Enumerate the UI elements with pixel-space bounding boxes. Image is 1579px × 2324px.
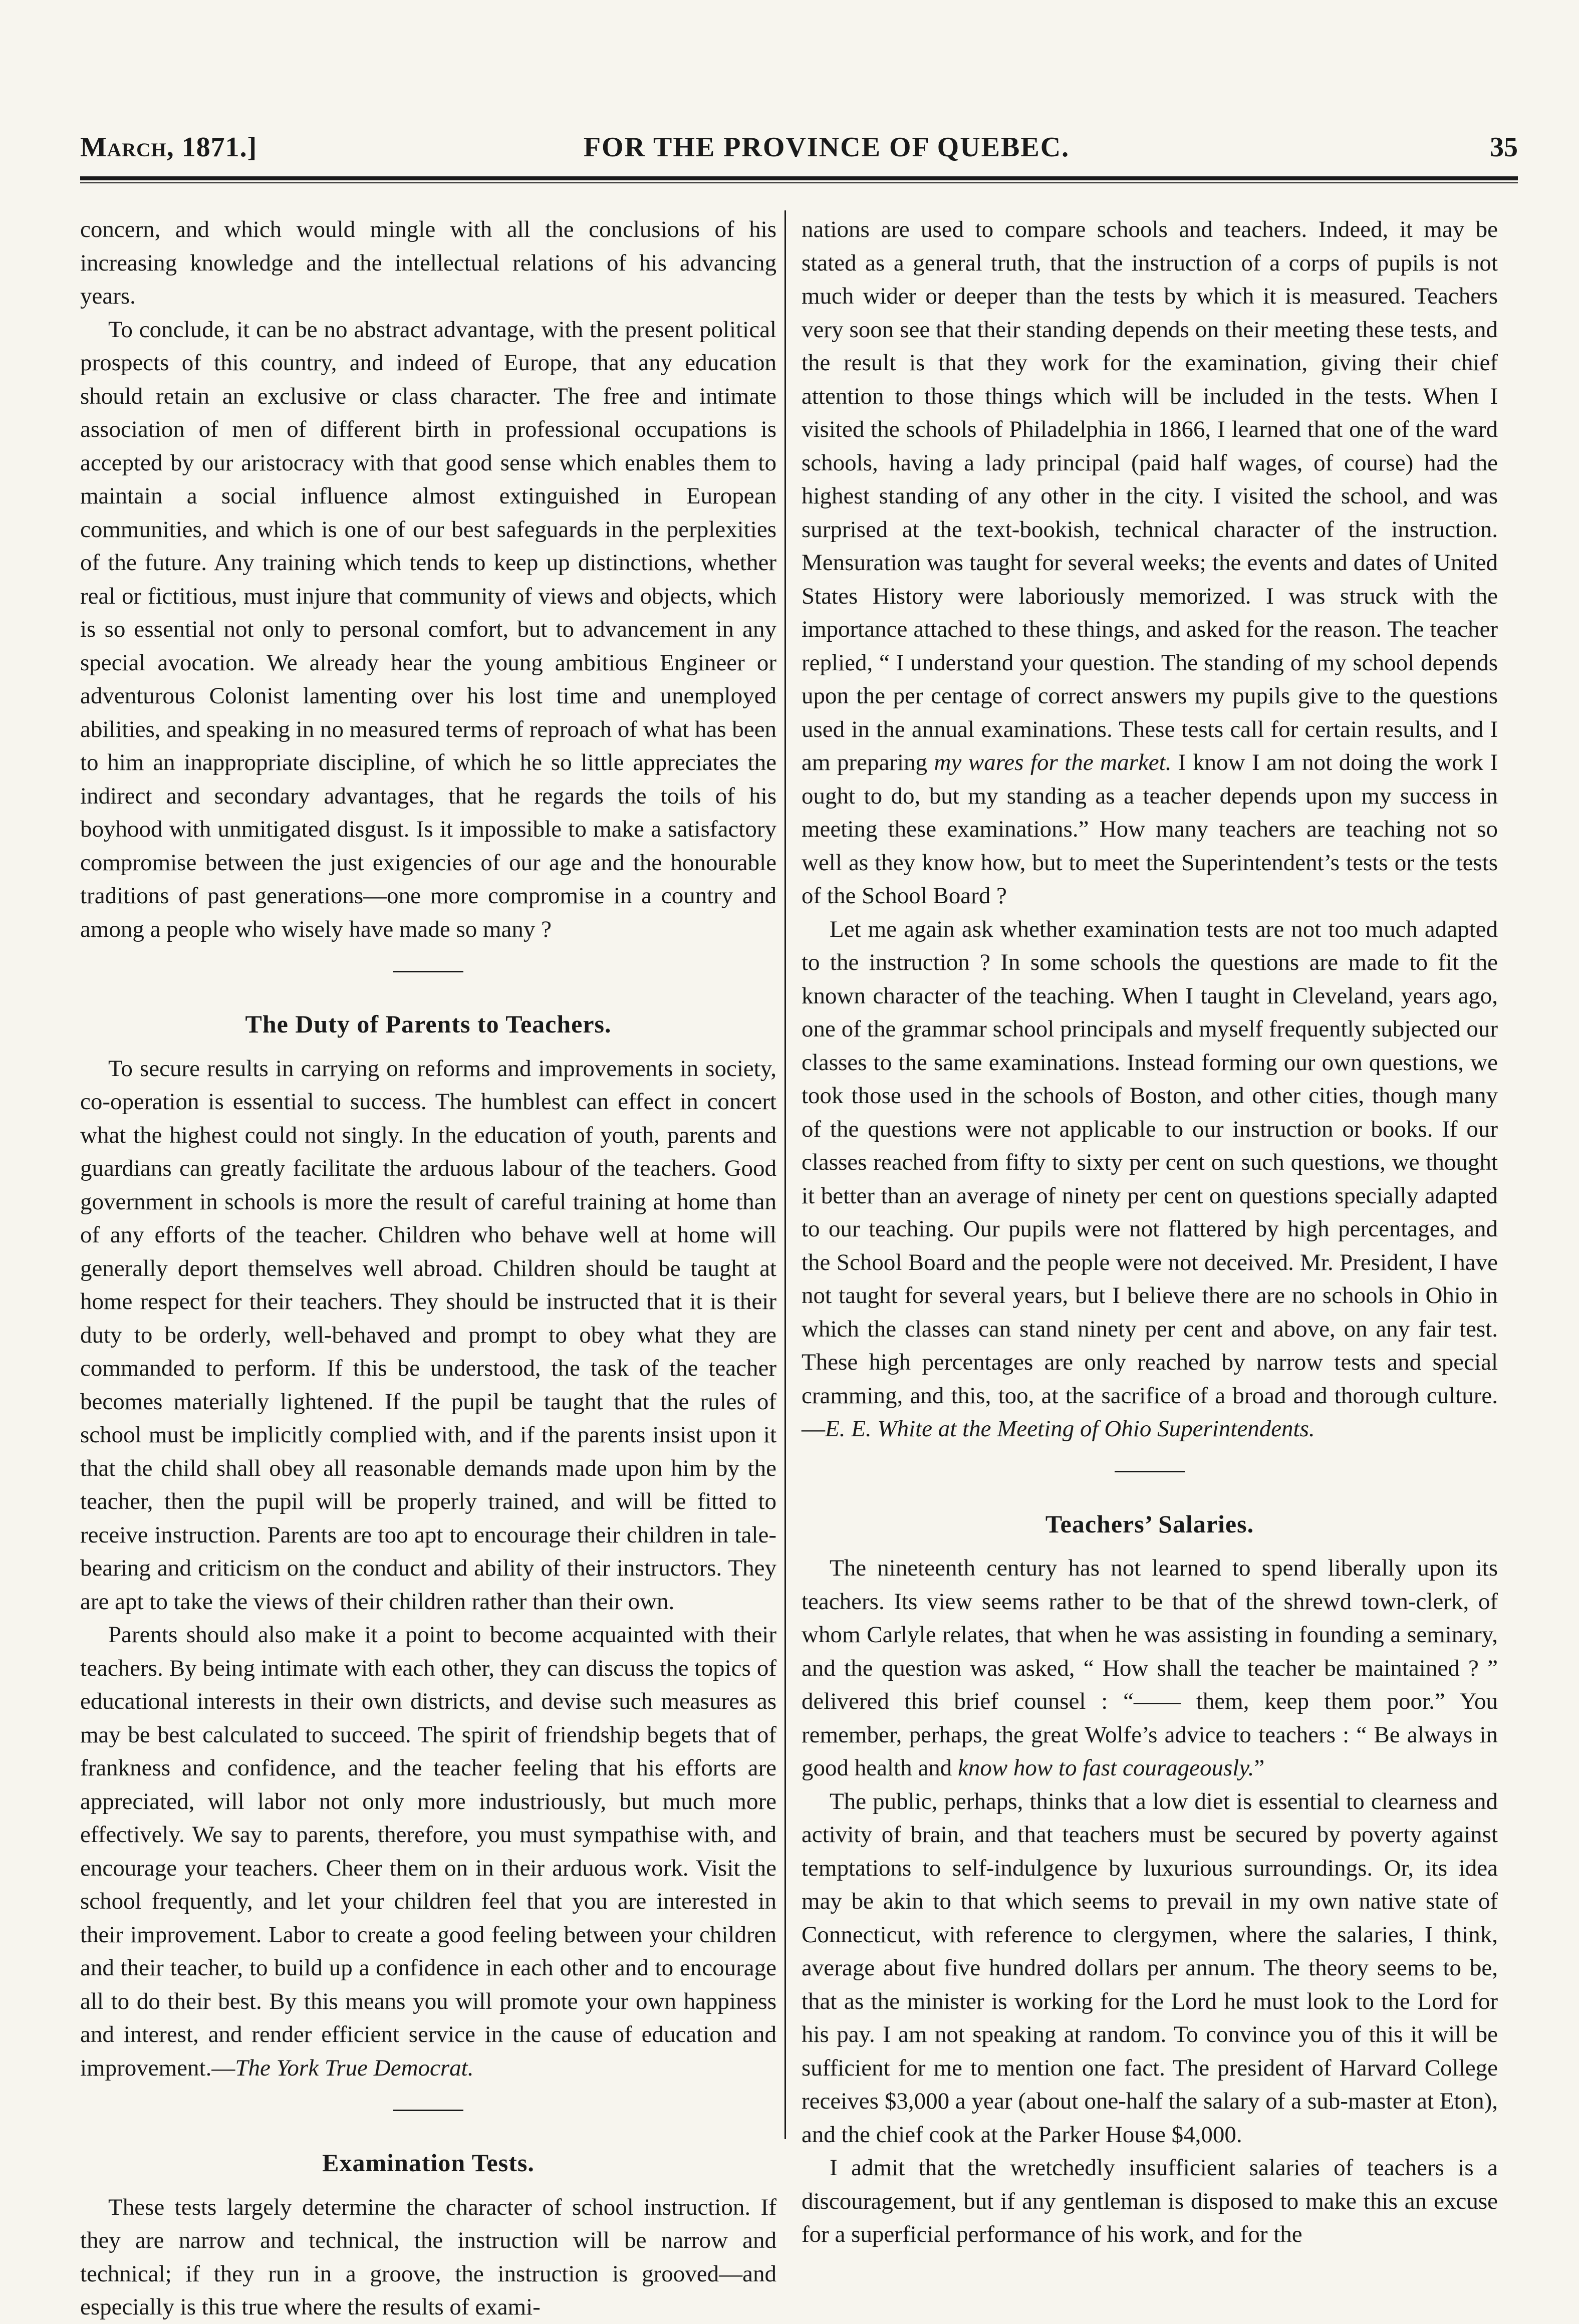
salaries-paragraph-2: The public, perhaps, thinks that a low diet is essential to clearness and activity of brain, and that teachers must be secured by poverty against temptations to self-indulgence by luxurious surroundings. Or, its idea may be akin to that which seems to prevail in my own native state of Connecticut, with reference to clergymen, where the salaries, I think, average about five hundred dollars per annum. The theory seems to be, that as the minister is working for the Lord he must look to the Lord for his pay. I am not speaking at random. To convince you of this it will be sufficient for me to mention one fact. The president of Harvard College receives $3,000 a year (about one-half the salary of a sub-master at Eton), and the chief cook at the Parker House $4,000. [802,1788,1498,2148]
right-column [802,213,1498,2247]
exam-continued-paragraph-2-text: Let me again ask whether examination tests are not too much adapted to the instruction ? In some schools the questions are made to fit the known character of the teaching. When I taught in Cleveland, years ago, one of the grammar school principals and myself frequently subjected our classes to the same examinations. Instead forming our own questions, we took those used in the schools of Boston, and other cities, though many of the questions were not applicable to our instruction or books. If our classes reached from fifty to sixty per cent on such questions, we thought it better than an average of ninety per cent on questions specially adapted to our teaching. Our pupils were not flattered by high percentages, and the School Board and the people were not deceived. Mr. President, I have not taught for several years, but I believe there are no schools in Ohio in which the classes can stand ninety per cent and above, on any fair test. These high percentages are only reached by narrow tests and special cramming, and this, too, at the sacrifice of a broad and thorough culture.— [802,916,1498,1442]
salaries-article-heading: Teachers’ Salaries. [1045,1509,1254,1538]
salaries-paragraph-1 [802,1552,1498,1785]
header-rule-thin [80,182,1518,183]
exam-continued-text-b: I know I am not doing the work I ought to do, but my standing as a teacher depends upon my success in meeting these examinations.” How many teachers are teaching not so well as they know how, but to meet the Superintendent’s tests or the tests of the School Board ? [802,749,1498,909]
page-number: 35 [1490,132,1518,163]
salaries-italic: know how to fast courageously. [957,1755,1254,1781]
salaries-paragraph-3: I admit that the wretchedly insufficient salaries of teachers is a discouragement, but if any gentleman is disposed to make this an excuse for a superficial performance of his work, and for the [802,2155,1498,2247]
section-separator [1115,1471,1185,1472]
opening-paragraph-1: concern, and which would mingle with all the conclusions of his increasing knowledge and the intellectual relations of his advancing years. [80,216,776,309]
exam-continued-text-a: nations are used to compare schools and teachers. Indeed, it may be stated as a general truth, that the instruction of a corps of pupils is not much wider or deeper than the tests by which it is measured. Teachers very soon see that their standing depends on their meeting these tests, and the result is that they work for the examination, giving their chief attention to those things which will be included in the tests. When I visited the schools of Philadelphia in 1866, I learned that one of the ward schools, having a lady principal (paid half wages, of course) had the highest standing of any other in the city. I visited the school, and was surprised at the text-bookish, technical character of the instruction. Mensuration was taught for several weeks; the events and dates of United States History were laboriously memorized. I was struck with the importance attached to these things, and asked for the reason. The teacher replied, “ I understand your question. The standing of my school depends upon the per centage of correct answers my pupils give to the questions used in the annual examinations. These tests call for certain results, and I am preparing [802,216,1498,776]
section-separator [393,971,463,972]
exam-continued-italic: my wares for the market. [934,749,1172,776]
duty-paragraph-1: To secure results in carrying on reforms and improvements in society, co-operation is essential to success. The humblest can effect in concert what the highest could not singly. In the education of youth, parents and guardians can greatly facilitate the arduous labour of the teachers. Good government in schools is more the result of careful training at home than of any efforts of the teacher. Children who behave well at home will generally deport themselves well abroad. Children should be taught at home respect for their teachers. They should be instructed that it is their duty to be orderly, well-behaved and prompt to obey what they are commanded to perform. If this be understood, the task of the teacher becomes materially lightened. If the pupil be taught that the rules of school must be implicitly complied with, and if the parents insist upon it that the child shall obey all reasonable demands made upon him by the teacher, then the pupil will be properly trained, and will be fitted to receive instruction. Parents are too apt to encourage their children in tale-bearing and criticism on the conduct and ability of their instructors. They are apt to take the views of their children rather than their own. [80,1055,776,1615]
salaries-text-a: The nineteenth century has not learned to spend liberally upon its teachers. Its view seems rather to be that of the shrewd town-clerk, of whom Carlyle relates, that when he was assisting in founding a seminary, and the question was asked, “ How shall the teacher be maintained ? ” delivered this brief counsel : “—— them, keep them poor.” You remember, perhaps, the great Wolfe’s advice to teachers : “ Be always in good health and [802,1555,1498,1781]
exam-continued-paragraph-2 [802,913,1498,1446]
duty-paragraph-2-text: Parents should also make it a point to become acquainted with their teachers. By being intimate with each other, they can discuss the topics of educational interests in their own districts, and devise such measures as may be best calculated to succeed. The spirit of friendship begets that of frankness and confidence, and the teacher feeling that his efforts are appreciated, will labor not only more industriously, but much more effectively. We say to parents, therefore, you must sympathise with, and encourage your teachers. Cheer them on in their arduous work. Visit the school frequently, and let your children feel that you are interested in their improvement. Labor to create a good feeling between your children and their teacher, to build up a confidence in each other and to encourage all to do their best. By this means you will promote your own happiness and interest, and render efficient service in the cause of education and improvement.— [80,1622,776,2081]
exam-paragraph-1: These tests largely determine the character of school instruction. If they are narrow and technical, the instruction will be narrow and technical; if they run in a groove, the instruction is grooved—and especially is this true where the results of exami- [80,2194,776,2320]
header-date: March, 1871.] [80,132,257,163]
section-separator [393,2110,463,2111]
running-header [80,131,1518,176]
exam-continued-paragraph-1 [802,213,1498,913]
header-rule-thick [80,176,1518,180]
opening-paragraph-2: To conclude, it can be no abstract advantage, with the present political prospects of this country, and indeed of Europe, that any education should retain an exclusive or class character. The free and intimate association of men of different birth in professional occupations is accepted by our aristocracy with that good sense which enables them to maintain a social influence almost extinguished in European communities, and which is one of our best safeguards in the perplexities of the future. Any training which tends to keep up distinctions, whether real or fictitious, must injure that community of views and objects, which is so essential not only to personal comfort, but to advancement in any special avocation. We already hear the young ambitious Engineer or adventurous Colonist lamenting over his lost time and unemployed abilities, and speaking in no measured terms of reproach of what has been to him an inappropriate discipline, of which he so little appreciates the indirect and secondary advantages, that he regards the toils of his boyhood with unmitigated disgust. Is it impossible to make a satisfactory compromise between the just exigencies of our age and the honourable traditions of past generations—one more compromise in a country and among a people who wisely have made so many ? [80,316,776,942]
duty-paragraph-2 [80,1618,776,2085]
salaries-text-b: ” [1254,1755,1265,1781]
column-divider [784,210,786,2139]
exam-credit: E. E. White at the Meeting of Ohio Superintendents. [825,1416,1315,1442]
duty-article-heading: The Duty of Parents to Teachers. [245,1010,612,1038]
header-title: FOR THE PROVINCE OF QUEBEC. [583,132,1070,163]
left-column [80,213,776,2320]
duty-credit: The York True Democrat. [235,2054,474,2081]
exam-article-heading: Examination Tests. [322,2149,535,2177]
